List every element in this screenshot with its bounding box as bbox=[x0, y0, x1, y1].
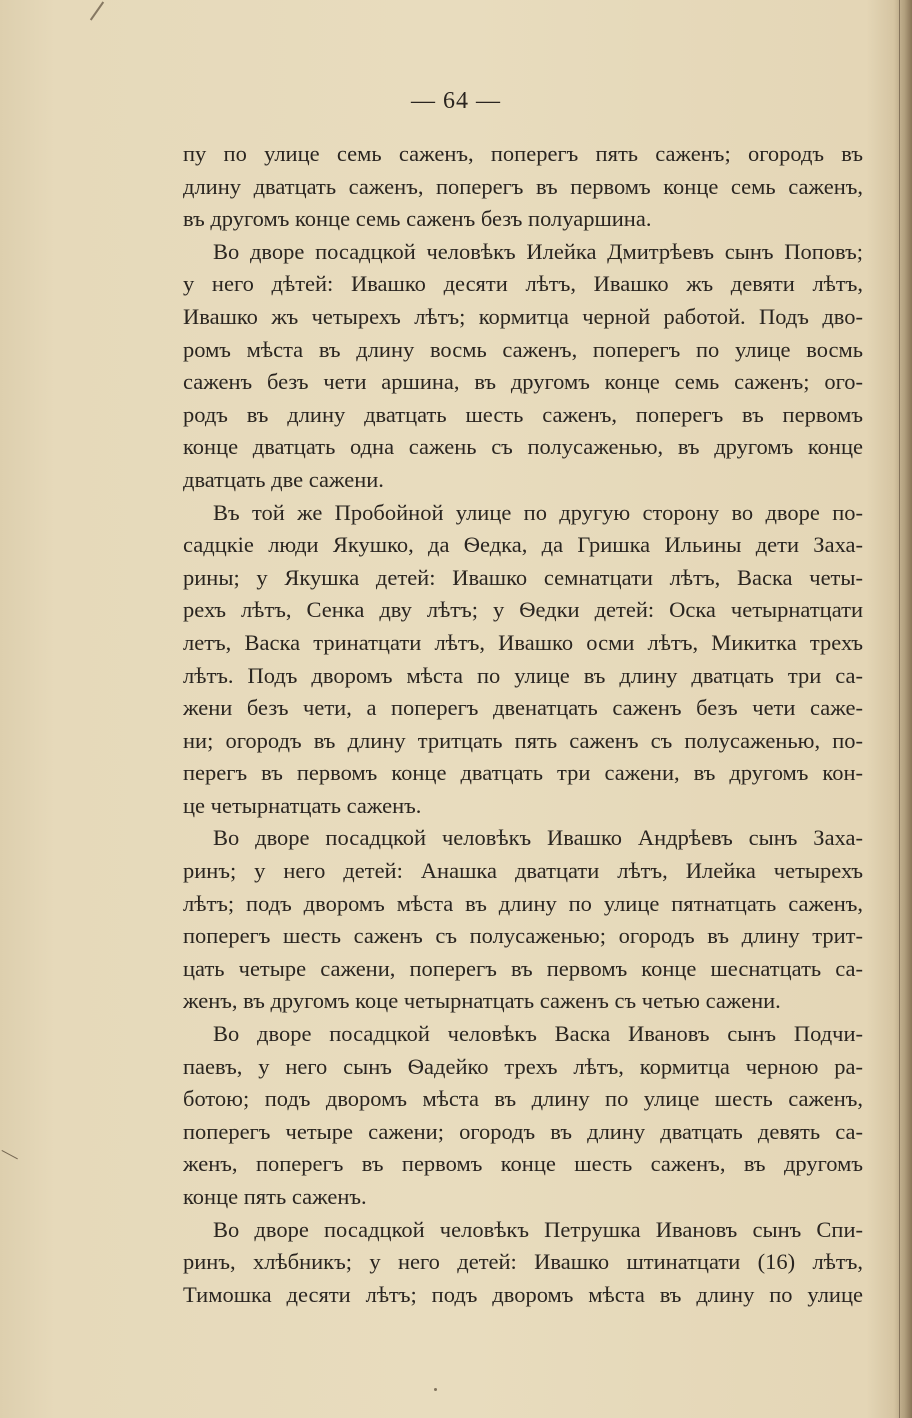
text-line: конце пять саженъ. bbox=[183, 1184, 367, 1209]
text-line: поперегъ четыре сажени; огородъ въ длину дватцать девять са- bbox=[183, 1118, 863, 1144]
text-line: женъ, поперегъ въ первомъ конце шесть саженъ, въ другомъ bbox=[183, 1151, 863, 1177]
corner-mark bbox=[90, 1, 104, 20]
text-line: ромъ мѣста въ длину восмь саженъ, поперегъ по улице восмь bbox=[183, 336, 863, 362]
text-line: у него дѣтей: Ивашко десяти лѣтъ, Ивашко жъ девяти лѣтъ, bbox=[183, 271, 863, 297]
text-line: конце дватцать одна сажень съ полусаженью, въ другомъ конце bbox=[183, 434, 863, 460]
text-line: Во дворе посадцкой человѣкъ Илейка Дмитрѣевъ сынъ Поповъ; bbox=[213, 238, 863, 264]
page-edge-line bbox=[899, 0, 900, 1418]
text-line: Во дворе посадцкой человѣкъ Ивашко Андрѣевъ сынъ Заха- bbox=[213, 825, 863, 851]
text-line: родъ въ длину дватцать шесть саженъ, поперегъ въ первомъ bbox=[183, 401, 863, 427]
text-line: саженъ безъ чети аршина, въ другомъ конце семь саженъ; ого- bbox=[183, 369, 863, 395]
text-line: Ивашко жъ четырехъ лѣтъ; кормитца черной работой. Подъ дво- bbox=[183, 303, 863, 329]
page-gutter-shadow bbox=[894, 0, 912, 1418]
text-line: Тимошка десяти лѣтъ; подъ дворомъ мѣста въ длину по улице bbox=[183, 1281, 863, 1307]
text-line: паевъ, у него сынъ Ѳадейко трехъ лѣтъ, кормитца черною ра- bbox=[183, 1053, 863, 1079]
text-line: летъ, Васка тринатцати лѣтъ, Ивашко осми лѣтъ, Микитка трехъ bbox=[183, 629, 863, 655]
text-line: поперегъ шесть саженъ съ полусаженью; огородъ въ длину трит- bbox=[183, 923, 863, 949]
text-line: ботою; подъ дворомъ мѣста въ длину по улице шесть саженъ, bbox=[183, 1086, 863, 1112]
text-line: перегъ въ первомъ конце дватцать три сажени, въ другомъ кон- bbox=[183, 760, 863, 786]
text-line: це четырнатцать саженъ. bbox=[183, 792, 422, 818]
margin-tick-mark bbox=[0, 1150, 18, 1170]
text-line: ринъ; у него детей: Анашка дватцати лѣтъ, Илейка четырехъ bbox=[183, 858, 863, 884]
text-line: Во дворе посадцкой человѣкъ Петрушка Ивановъ сынъ Спи- bbox=[213, 1216, 863, 1242]
paper-speck bbox=[434, 1388, 437, 1391]
text-line: ни; огородъ въ длину тритцать пять саженъ съ полусаженью, по- bbox=[183, 727, 863, 753]
text-line: лѣтъ. Подъ дворомъ мѣста по улице въ длину дватцать три са- bbox=[183, 662, 863, 688]
text-line: цать четыре сажени, поперегъ въ первомъ конце шеснатцать са- bbox=[183, 955, 863, 981]
text-line: рехъ лѣтъ, Сенка дву лѣтъ; у Ѳедки детей: Оска четырнатцати bbox=[183, 597, 863, 623]
text-line: лѣтъ; подъ дворомъ мѣста въ длину по улице пятнатцать саженъ, bbox=[183, 890, 863, 916]
text-line: женъ, въ другомъ коце четырнатцать саженъ съ четью сажени. bbox=[183, 988, 781, 1014]
text-line: садцкіе люди Якушко, да Ѳедка, да Гришка Ильины дети Заха- bbox=[183, 532, 863, 558]
text-line: жени безъ чети, а поперегъ двенатцать саженъ безъ чети саже- bbox=[183, 695, 863, 721]
body-text bbox=[183, 138, 863, 1311]
text-line: ринъ, хлѣбникъ; у него детей: Ивашко штинатцати (16) лѣтъ, bbox=[183, 1249, 863, 1275]
text-line: въ другомъ конце семь саженъ безъ полуаршина. bbox=[183, 206, 652, 232]
text-line: дватцать две сажени. bbox=[183, 466, 384, 492]
text-line: рины; у Якушка детей: Ивашко семнатцати лѣтъ, Васка четы- bbox=[183, 564, 863, 590]
page-number: — 64 — bbox=[411, 88, 501, 114]
text-line: Въ той же Пробойной улице по другую сторону во дворе по- bbox=[213, 499, 863, 525]
text-line: длину дватцать саженъ, поперегъ въ первомъ конце семь саженъ, bbox=[183, 173, 863, 199]
text-line: пу по улице семь саженъ, поперегъ пять саженъ; огородъ въ bbox=[183, 141, 863, 166]
text-line: Во дворе посадцкой человѣкъ Васка Ивановъ сынъ Подчи- bbox=[213, 1021, 863, 1047]
